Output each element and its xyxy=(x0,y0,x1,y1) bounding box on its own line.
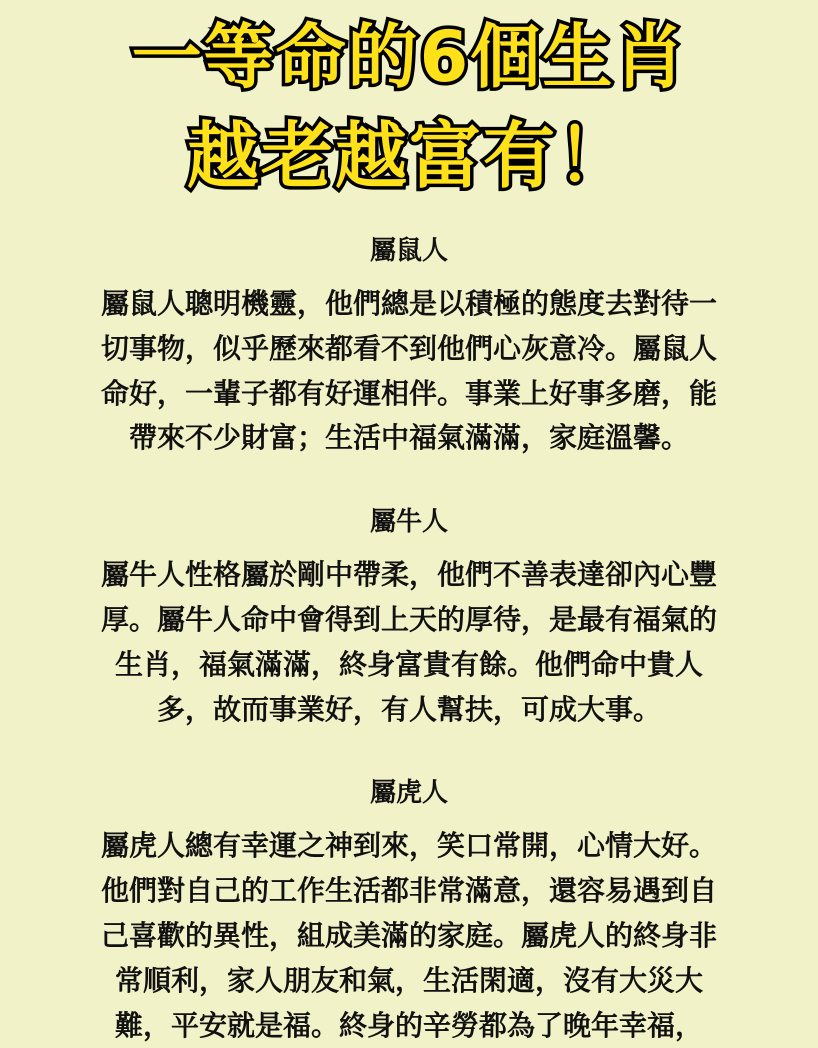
section-body-rat xyxy=(0,282,818,461)
article-content xyxy=(0,238,818,1048)
section-ox xyxy=(0,509,818,732)
tiger-line-1: 屬虎人總有幸運之神到來，笑口常開，心情大好。 xyxy=(100,829,717,863)
tiger-line-2: 他們對自己的工作生活都非常滿意，還容易遇到自 xyxy=(100,874,717,908)
tiger-line-4: 常順利，家人朋友和氣，生活閑適，沒有大災大 xyxy=(114,963,703,997)
tiger-line-3: 己喜歡的異性，組成美滿的家庭。屬虎人的終身非 xyxy=(100,918,717,952)
section-title-rat: 屬鼠人 xyxy=(369,236,448,266)
ox-line-3: 生肖，福氣滿滿，終身富貴有餘。他們命中貴人 xyxy=(114,647,703,681)
ox-line-2: 厚。屬牛人命中會得到上天的厚待，是最有福氣的 xyxy=(100,602,717,636)
section-body-tiger xyxy=(0,824,818,1048)
section-body-ox xyxy=(0,553,818,732)
rat-line-2: 切事物，似乎歷來都看不到他們心灰意冷。屬鼠人 xyxy=(100,331,717,365)
ox-line-1: 屬牛人性格屬於剛中帶柔，他們不善表達卻內心豐 xyxy=(100,558,717,592)
section-title-ox: 屬牛人 xyxy=(369,507,448,538)
section-tiger xyxy=(0,780,818,1048)
title-line-2: 越老越富有！ xyxy=(186,114,631,198)
section-rat xyxy=(0,238,818,461)
rat-line-3: 命好，一輩子都有好運相伴。事業上好事多磨，能 xyxy=(100,376,717,410)
title-line-1: 一等命的6個生肖 xyxy=(131,16,687,98)
tiger-line-5: 難，平安就是福。終身的辛勞都為了晚年幸福， xyxy=(114,1008,703,1042)
rat-line-1: 屬鼠人聰明機靈，他們總是以積極的態度去對待一 xyxy=(100,287,717,320)
ox-line-4: 多，故而事業好，有人幫扶，可成大事。 xyxy=(156,692,661,726)
rat-line-4: 帶來不少財富；生活中福氣滿滿，家庭溫馨。 xyxy=(128,421,689,455)
section-title-tiger: 屬虎人 xyxy=(369,778,448,809)
page-header xyxy=(0,16,818,198)
